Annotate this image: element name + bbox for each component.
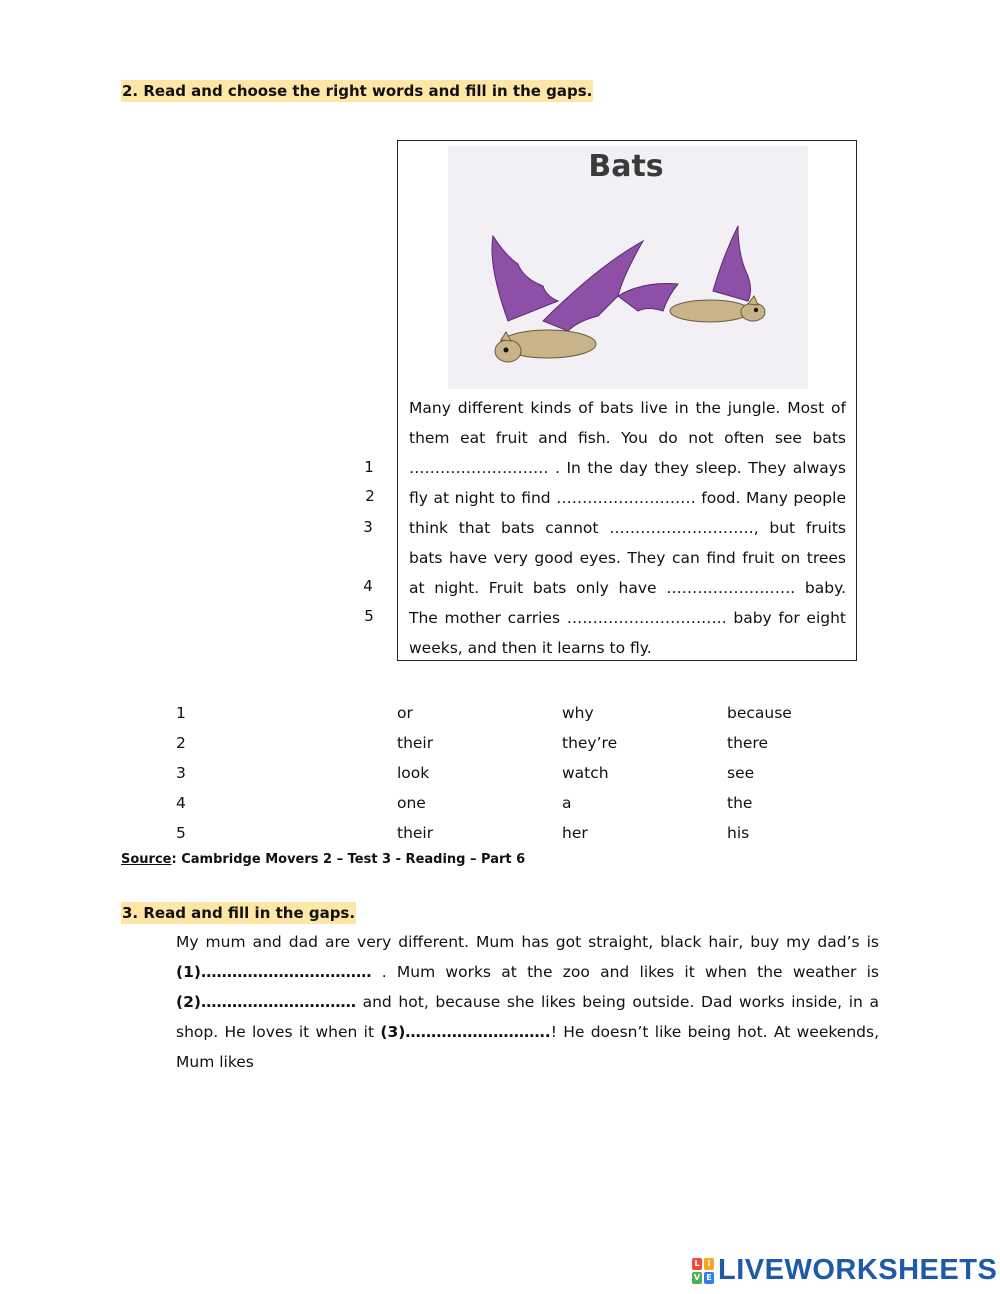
choice-option[interactable]: the <box>727 794 753 812</box>
passage-line-6: . baby for eight weeks, and then it learns to fly. <box>409 609 846 657</box>
exercise-2-heading: 2. Read and choose the right words and fill in the gaps. <box>122 82 593 100</box>
exercise-3-heading: 3. Read and fill in the gaps. <box>122 904 356 922</box>
logo-mark-i: I <box>704 1258 714 1270</box>
logo-mark-v: V <box>693 1272 701 1282</box>
passage-line-4: ., but fruits bats have very good eyes. They can find fruit on trees at night. Fruit bats only have <box>409 519 846 597</box>
exercise-3-passage <box>176 927 879 1077</box>
choice-option[interactable]: their <box>397 824 434 842</box>
logo-icon <box>692 1258 714 1284</box>
passage-line-5: . baby. The mother carries <box>409 579 846 627</box>
q3-text-1: My mum and dad are very different. Mum has got straight, black hair, buy my dad’s is <box>176 933 879 951</box>
gap-5-dots[interactable]: ………………………… <box>566 609 722 627</box>
gap-number-2: 2 <box>365 487 375 505</box>
source-citation <box>121 852 525 867</box>
choice-number: 2 <box>176 734 186 752</box>
q3-text-4: ! He doesn’t like being hot. At weekends, Mum likes <box>176 1023 879 1071</box>
q3-text-3: and hot, because she likes being outside. Dad works inside, in a shop. He loves it when it <box>176 993 879 1041</box>
liveworksheets-logo <box>692 1254 997 1287</box>
choice-option[interactable]: their <box>397 734 434 752</box>
choice-row <box>176 788 876 818</box>
source-label: Source <box>121 852 172 867</box>
choice-number: 4 <box>176 794 186 812</box>
gap-number-5: 5 <box>364 607 374 625</box>
bats-text-box <box>397 140 857 661</box>
bats-passage <box>409 393 846 663</box>
gap-4-dots[interactable]: …………………… <box>666 579 791 597</box>
gap-number-3: 3 <box>363 518 373 536</box>
logo-text: LIVEWORKSHEETS <box>718 1254 998 1286</box>
choice-option[interactable]: they’re <box>562 734 618 752</box>
choice-option[interactable]: or <box>397 704 413 722</box>
q3-gap-1[interactable]: (1)…………………………… <box>176 963 372 981</box>
choice-option[interactable]: why <box>562 704 594 722</box>
bats-title: Bats <box>588 149 664 184</box>
choice-number: 5 <box>176 824 186 842</box>
choice-row <box>176 698 876 728</box>
choice-row <box>176 818 876 848</box>
passage-line-2: . In the day they sleep. They always fly at night to find <box>409 459 846 507</box>
gap-number-4: 4 <box>363 577 373 595</box>
choice-row <box>176 758 876 788</box>
q3-gap-2[interactable]: (2)………………………… <box>176 993 356 1011</box>
logo-mark-l: L <box>692 1258 702 1270</box>
q3-gap-3[interactable]: (3)………………………. <box>380 1023 551 1041</box>
choice-option[interactable]: watch <box>562 764 609 782</box>
q3-text-2: . Mum works at the zoo and likes it when the weather is <box>371 963 879 981</box>
passage-line-1: Many different kinds of bats live in the jungle. Most of them eat fruit and fish. You do not often see bats <box>409 399 846 447</box>
choice-option[interactable]: his <box>727 824 750 842</box>
choice-option[interactable]: look <box>397 764 430 782</box>
source-text: : Cambridge Movers 2 – Test 3 - Reading – Part 6 <box>171 852 526 867</box>
choice-option[interactable]: see <box>727 764 755 782</box>
choice-option[interactable]: one <box>397 794 426 812</box>
gap-2-dots[interactable]: ……………………… <box>556 489 696 507</box>
choice-option[interactable]: because <box>727 704 792 722</box>
gap-1-dots[interactable]: ……………………… <box>409 459 549 477</box>
choice-row <box>176 728 876 758</box>
logo-mark-e: E <box>704 1272 714 1284</box>
gap-number-1: 1 <box>364 458 374 476</box>
choice-number: 3 <box>176 764 186 782</box>
choices-table <box>176 698 876 848</box>
choice-option[interactable]: there <box>727 734 769 752</box>
choice-option[interactable]: her <box>562 824 588 842</box>
choice-option[interactable]: a <box>562 794 572 812</box>
choice-number: 1 <box>176 704 186 722</box>
passage-line-3: food. Many people think that bats cannot <box>409 489 846 537</box>
gap-3-dots[interactable]: ……………………… <box>609 519 749 537</box>
bats-illustration <box>448 146 808 389</box>
